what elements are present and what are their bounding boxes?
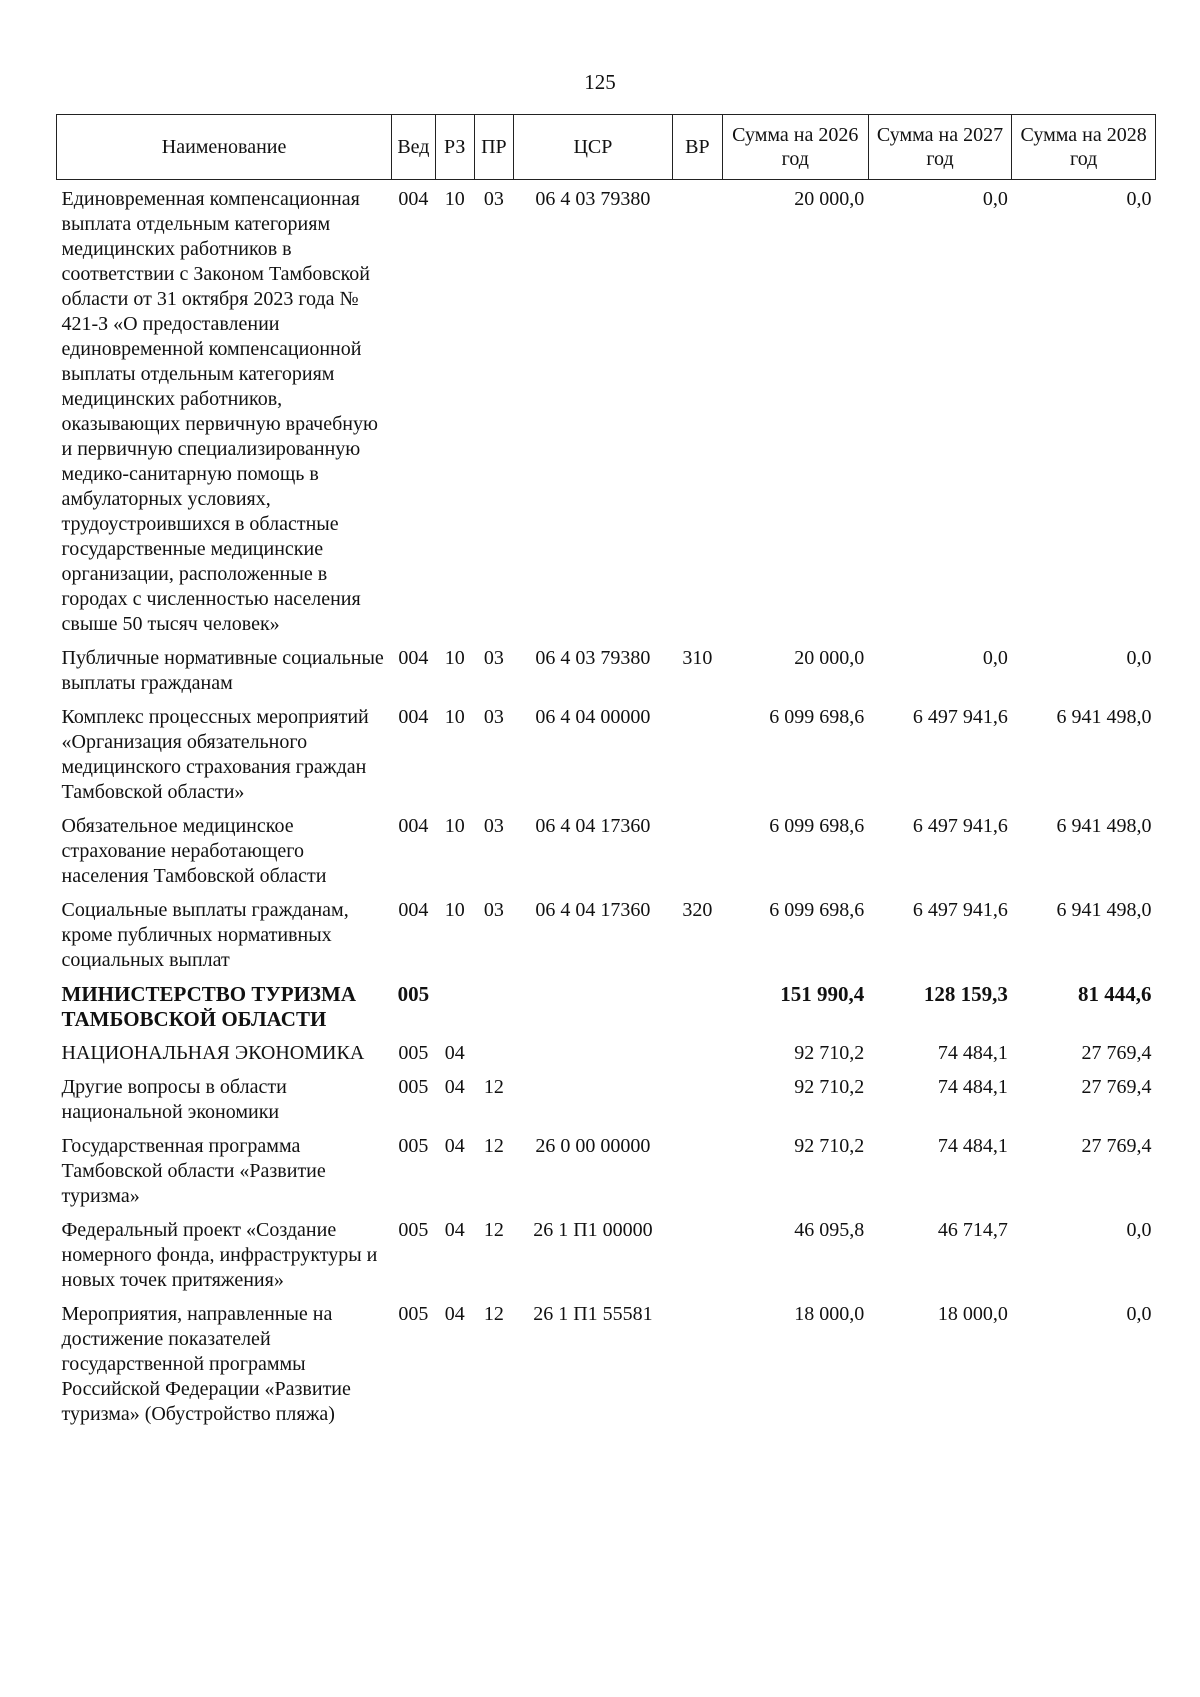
cell-name: Государственная программа Тамбовской области «Развитие туризма» bbox=[61, 1135, 326, 1207]
cell-csr: 26 1 П1 55581 bbox=[533, 1303, 653, 1325]
cell-pr: 03 bbox=[483, 815, 504, 837]
table-row bbox=[57, 807, 1156, 891]
cell-pr: 03 bbox=[483, 647, 504, 669]
cell-rz: 10 bbox=[444, 899, 465, 921]
cell-sum-2028: 0,0 bbox=[1126, 1219, 1152, 1241]
cell-ved: 004 bbox=[398, 647, 429, 669]
header-csr: ЦСР bbox=[513, 115, 672, 180]
table-row bbox=[57, 1127, 1156, 1211]
cell-pr: 12 bbox=[483, 1135, 504, 1157]
cell-name: Комплекс процессных мероприятий «Организация обязательного медицинского страхования граждан Тамбовской области» bbox=[61, 706, 369, 803]
cell-rz: 04 bbox=[444, 1042, 465, 1064]
cell-name: Мероприятия, направленные на достижение показателей государственной программы Российской Федерации «Развитие туризма» (Обустройство пляжа) bbox=[61, 1303, 351, 1425]
cell-csr: 06 4 04 00000 bbox=[535, 706, 651, 728]
cell-vr bbox=[672, 1127, 722, 1211]
page-number: 125 bbox=[584, 70, 616, 94]
header-sum-2027: Сумма на 2027 год bbox=[868, 115, 1012, 180]
cell-sum-2028: 6 941 498,0 bbox=[1056, 899, 1152, 921]
cell-vr bbox=[672, 1295, 722, 1429]
cell-vr bbox=[672, 975, 722, 1034]
cell-sum-2027: 74 484,1 bbox=[937, 1076, 1008, 1098]
cell-sum-2027: 18 000,0 bbox=[937, 1303, 1008, 1325]
cell-vr bbox=[672, 180, 722, 640]
table-row bbox=[57, 1068, 1156, 1127]
cell-csr bbox=[513, 975, 672, 1034]
header-pr: ПР bbox=[474, 115, 513, 180]
cell-name: НАЦИОНАЛЬНАЯ ЭКОНОМИКА bbox=[61, 1042, 365, 1064]
cell-name: МИНИСТЕРСТВО ТУРИЗМА ТАМБОВСКОЙ ОБЛАСТИ bbox=[61, 982, 357, 1031]
cell-rz bbox=[435, 975, 474, 1034]
cell-sum-2028: 81 444,6 bbox=[1078, 982, 1152, 1006]
cell-sum-2028: 27 769,4 bbox=[1081, 1042, 1152, 1064]
cell-sum-2027: 6 497 941,6 bbox=[912, 815, 1008, 837]
cell-sum-2026: 6 099 698,6 bbox=[769, 815, 865, 837]
cell-rz: 10 bbox=[444, 815, 465, 837]
cell-pr: 12 bbox=[483, 1303, 504, 1325]
table-body bbox=[57, 180, 1156, 1430]
cell-pr bbox=[474, 975, 513, 1034]
cell-csr: 06 4 04 17360 bbox=[535, 899, 651, 921]
table-header-row bbox=[57, 115, 1156, 180]
header-sum-2026: Сумма на 2026 год bbox=[722, 115, 868, 180]
cell-sum-2028: 6 941 498,0 bbox=[1056, 706, 1152, 728]
cell-pr: 03 bbox=[483, 706, 504, 728]
cell-name: Единовременная компенсационная выплата отдельным категориям медицинских работников в соответствии с Законом Тамбовской области от 31 октября 2023 года № 421-З «О предоставлении единовременной компенсационной выплаты отдельным категориям медицинских работников, оказывающих первичную врачебную и первичную специализированную медико-санитарную помощь в амбулаторных условиях, трудоустроившихся в областные государственные медицинские организации, расположенные в городах с численностью населения свыше 50 тысяч человек» bbox=[61, 188, 378, 635]
cell-csr bbox=[513, 1034, 672, 1068]
cell-vr bbox=[672, 698, 722, 807]
table-row bbox=[57, 180, 1156, 640]
cell-rz: 10 bbox=[444, 188, 465, 210]
cell-sum-2027: 128 159,3 bbox=[923, 982, 1008, 1006]
cell-sum-2026: 20 000,0 bbox=[794, 647, 865, 669]
cell-name: Федеральный проект «Создание номерного фонда, инфраструктуры и новых точек притяжения» bbox=[61, 1219, 378, 1291]
header-ved: Вед bbox=[392, 115, 436, 180]
cell-ved: 005 bbox=[398, 1219, 429, 1241]
cell-vr: 320 bbox=[682, 899, 713, 921]
cell-ved: 005 bbox=[398, 1135, 429, 1157]
cell-sum-2027: 6 497 941,6 bbox=[912, 899, 1008, 921]
table-row bbox=[57, 891, 1156, 975]
cell-rz: 10 bbox=[444, 706, 465, 728]
cell-ved: 005 bbox=[398, 1076, 429, 1098]
cell-ved: 005 bbox=[397, 982, 430, 1006]
cell-sum-2026: 18 000,0 bbox=[794, 1303, 865, 1325]
cell-ved: 004 bbox=[398, 899, 429, 921]
header-name: Наименование bbox=[57, 115, 392, 180]
cell-sum-2026: 6 099 698,6 bbox=[769, 706, 865, 728]
cell-sum-2026: 92 710,2 bbox=[794, 1042, 865, 1064]
cell-pr bbox=[474, 1034, 513, 1068]
cell-csr: 06 4 03 79380 bbox=[535, 188, 651, 210]
header-rz: РЗ bbox=[435, 115, 474, 180]
table-row bbox=[57, 1211, 1156, 1295]
cell-rz: 04 bbox=[444, 1219, 465, 1241]
cell-sum-2028: 27 769,4 bbox=[1081, 1076, 1152, 1098]
cell-pr: 03 bbox=[483, 899, 504, 921]
cell-pr: 12 bbox=[483, 1219, 504, 1241]
cell-vr bbox=[672, 1211, 722, 1295]
cell-ved: 004 bbox=[398, 188, 429, 210]
cell-sum-2027: 74 484,1 bbox=[937, 1042, 1008, 1064]
cell-csr: 06 4 03 79380 bbox=[535, 647, 651, 669]
cell-sum-2028: 6 941 498,0 bbox=[1056, 815, 1152, 837]
cell-rz: 04 bbox=[444, 1303, 465, 1325]
cell-sum-2026: 92 710,2 bbox=[794, 1135, 865, 1157]
cell-rz: 04 bbox=[444, 1135, 465, 1157]
cell-vr: 310 bbox=[682, 647, 713, 669]
cell-rz: 04 bbox=[444, 1076, 465, 1098]
cell-pr: 03 bbox=[483, 188, 504, 210]
cell-ved: 005 bbox=[398, 1303, 429, 1325]
cell-vr bbox=[672, 807, 722, 891]
cell-name: Обязательное медицинское страхование неработающего населения Тамбовской области bbox=[61, 815, 327, 887]
cell-sum-2026: 20 000,0 bbox=[794, 188, 865, 210]
cell-sum-2028: 0,0 bbox=[1126, 188, 1152, 210]
cell-sum-2026: 151 990,4 bbox=[780, 982, 865, 1006]
budget-table bbox=[56, 114, 1156, 1429]
cell-name: Другие вопросы в области национальной экономики bbox=[61, 1076, 287, 1123]
cell-sum-2027: 0,0 bbox=[982, 188, 1008, 210]
table-row bbox=[57, 1295, 1156, 1429]
cell-name: Социальные выплаты гражданам, кроме публичных нормативных социальных выплат bbox=[61, 899, 349, 971]
cell-sum-2027: 46 714,7 bbox=[937, 1219, 1008, 1241]
cell-sum-2026: 46 095,8 bbox=[794, 1219, 865, 1241]
table-row bbox=[57, 698, 1156, 807]
cell-sum-2027: 0,0 bbox=[982, 647, 1008, 669]
cell-rz: 10 bbox=[444, 647, 465, 669]
cell-vr bbox=[672, 1068, 722, 1127]
cell-csr: 26 1 П1 00000 bbox=[533, 1219, 653, 1241]
cell-sum-2027: 74 484,1 bbox=[937, 1135, 1008, 1157]
cell-sum-2028: 0,0 bbox=[1126, 1303, 1152, 1325]
table-row bbox=[57, 639, 1156, 698]
header-vr: ВР bbox=[672, 115, 722, 180]
cell-vr bbox=[672, 1034, 722, 1068]
header-sum-2028: Сумма на 2028 год bbox=[1012, 115, 1156, 180]
table-row bbox=[57, 1034, 1156, 1068]
cell-sum-2026: 92 710,2 bbox=[794, 1076, 865, 1098]
cell-ved: 004 bbox=[398, 706, 429, 728]
cell-pr: 12 bbox=[483, 1076, 504, 1098]
cell-name: Публичные нормативные социальные выплаты гражданам bbox=[61, 647, 384, 694]
cell-csr: 26 0 00 00000 bbox=[535, 1135, 651, 1157]
cell-sum-2028: 0,0 bbox=[1126, 647, 1152, 669]
cell-sum-2027: 6 497 941,6 bbox=[912, 706, 1008, 728]
cell-ved: 005 bbox=[398, 1042, 429, 1064]
cell-ved: 004 bbox=[398, 815, 429, 837]
table-row bbox=[57, 975, 1156, 1034]
cell-csr: 06 4 04 17360 bbox=[535, 815, 651, 837]
cell-csr bbox=[513, 1068, 672, 1127]
cell-sum-2028: 27 769,4 bbox=[1081, 1135, 1152, 1157]
cell-sum-2026: 6 099 698,6 bbox=[769, 899, 865, 921]
